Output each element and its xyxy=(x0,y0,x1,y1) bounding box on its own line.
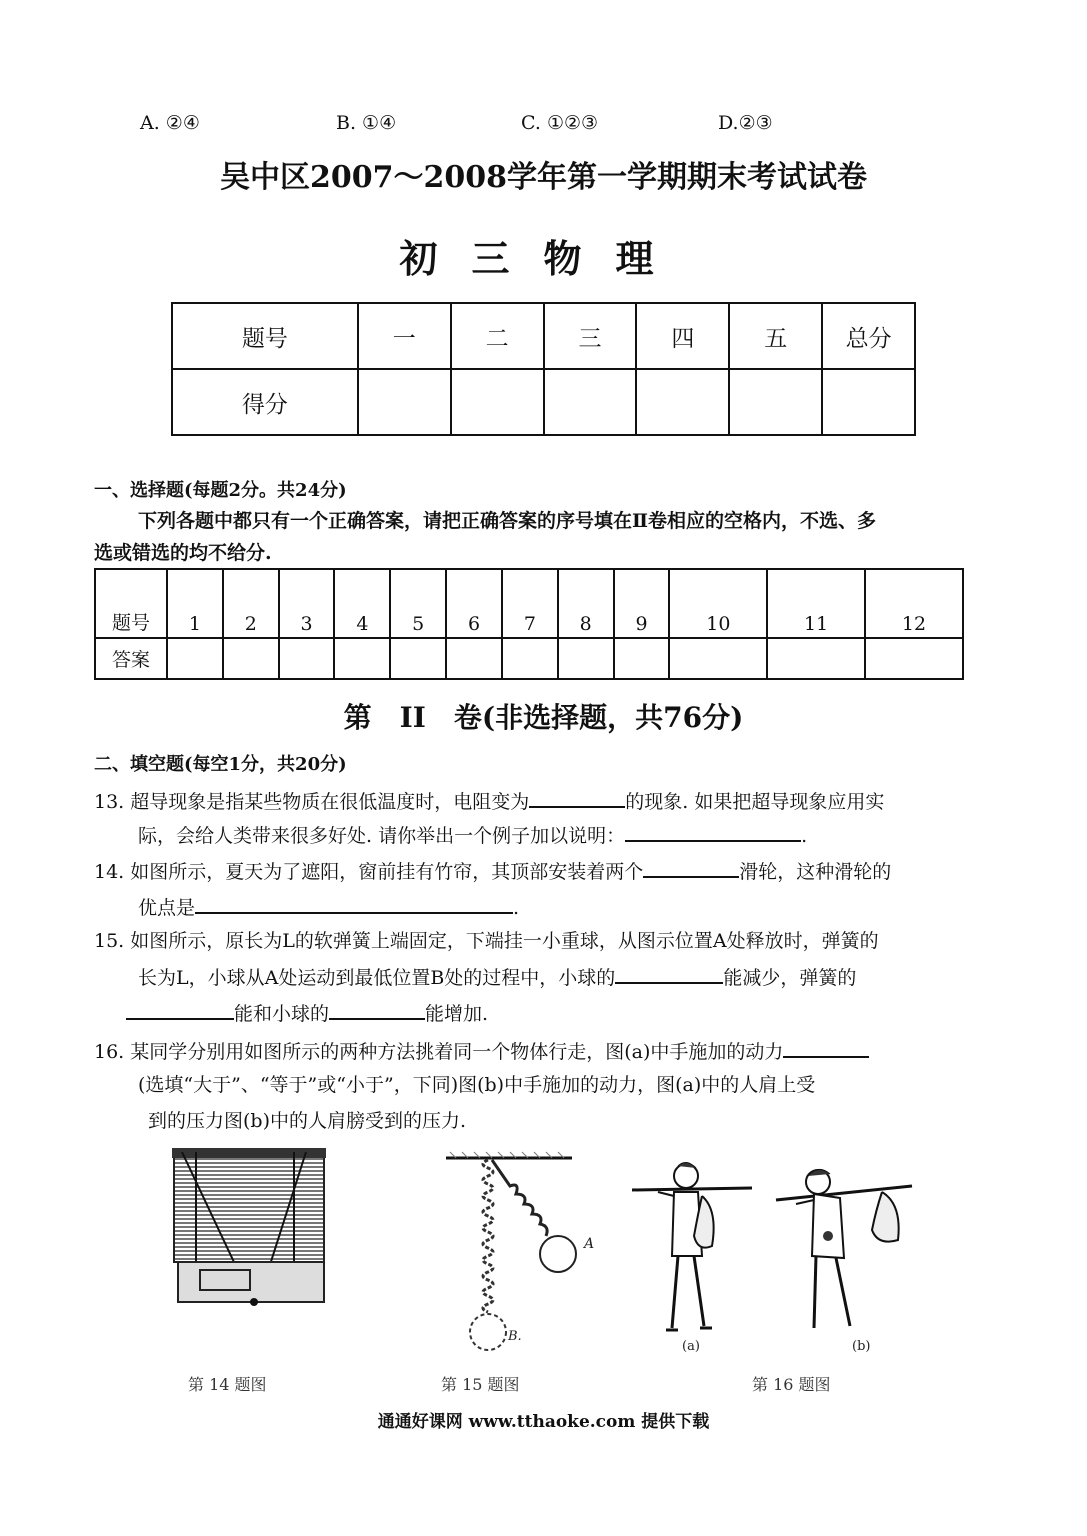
question-number: 9 xyxy=(614,569,670,638)
exam-title: 吴中区2007～2008学年第一学期期末考试试卷 xyxy=(220,160,867,195)
answer-row-label: 答案 xyxy=(95,638,167,679)
figure-16-caption: 第 16 题图 xyxy=(752,1375,831,1394)
q15-blank-1[interactable] xyxy=(615,960,723,984)
score-cell[interactable] xyxy=(822,369,915,435)
question-16-line2: (选填“大于”、“等于”或“小于”，下同)图(b)中手施加的动力，图(a)中的人肩上受 xyxy=(138,1074,816,1096)
question-16-line1 xyxy=(94,1034,994,1069)
answer-cell[interactable] xyxy=(865,638,963,679)
score-row-label: 得分 xyxy=(172,369,358,435)
q13-text: 13. 超导现象是指某些物质在很低温度时，电阻变为 xyxy=(94,791,530,813)
score-header: 一 xyxy=(358,303,451,369)
figure-16a-person xyxy=(628,1156,758,1356)
q14-text: 14. 如图所示，夏天为了遮阳，窗前挂有竹帘，其顶部安装着两个 xyxy=(94,861,644,883)
score-header: 五 xyxy=(729,303,822,369)
question-number: 2 xyxy=(223,569,279,638)
option-d: D.②③ xyxy=(718,112,773,134)
question-number: 11 xyxy=(767,569,865,638)
figure-15-caption: 第 15 题图 xyxy=(441,1375,520,1394)
question-14-line2 xyxy=(138,890,1038,925)
answer-table xyxy=(94,568,964,680)
question-14-line1 xyxy=(94,854,994,889)
question-number: 5 xyxy=(390,569,446,638)
q13-text: 际，会给人类带来很多好处. 请你举出一个例子加以说明： xyxy=(138,825,626,847)
label-b: B. xyxy=(508,1329,522,1344)
answer-cell[interactable] xyxy=(502,638,558,679)
answer-cell[interactable] xyxy=(767,638,865,679)
answer-row-label: 题号 xyxy=(95,569,167,638)
label-fig-a: (a) xyxy=(682,1339,700,1354)
label-fig-b: (b) xyxy=(852,1339,871,1354)
question-number: 7 xyxy=(502,569,558,638)
q14-blank-1[interactable] xyxy=(643,854,739,878)
question-15-line2 xyxy=(138,960,1038,995)
figure-14-curtain xyxy=(170,1146,330,1316)
answer-cell[interactable] xyxy=(279,638,335,679)
question-13-line2 xyxy=(138,818,1038,853)
answer-cell[interactable] xyxy=(558,638,614,679)
answer-cell[interactable] xyxy=(446,638,502,679)
answer-cell[interactable] xyxy=(390,638,446,679)
q15-text: 能减少，弹簧的 xyxy=(723,967,857,989)
question-number: 8 xyxy=(558,569,614,638)
question-number: 1 xyxy=(167,569,223,638)
option-a: A. ②④ xyxy=(140,112,200,134)
option-c: C. ①②③ xyxy=(521,112,599,134)
score-cell[interactable] xyxy=(544,369,637,435)
q15-text: 能增加. xyxy=(425,1003,489,1025)
section1-heading: 一、选择题(每题2分。共24分) xyxy=(94,480,347,501)
q14-text: 滑轮，这种滑轮的 xyxy=(739,861,892,883)
answer-cell[interactable] xyxy=(614,638,670,679)
score-cell[interactable] xyxy=(636,369,729,435)
q14-text: 优点是 xyxy=(138,897,196,919)
option-b: B. ①④ xyxy=(336,112,397,134)
q15-text: 长为L，小球从A处运动到最低位置B处的过程中，小球的 xyxy=(138,967,616,989)
q13-blank-1[interactable] xyxy=(529,784,625,808)
score-cell[interactable] xyxy=(729,369,822,435)
answer-cell[interactable] xyxy=(223,638,279,679)
q14-blank-2[interactable] xyxy=(195,890,513,914)
figure-14-caption: 第 14 题图 xyxy=(188,1375,267,1394)
score-cell[interactable] xyxy=(358,369,451,435)
footer-credit: 通通好课网 www.tthaoke.com 提供下载 xyxy=(377,1412,710,1432)
question-13-line1 xyxy=(94,784,994,819)
question-15-line3 xyxy=(126,996,1026,1031)
q15-blank-3[interactable] xyxy=(329,996,425,1020)
q16-blank-1[interactable] xyxy=(783,1034,869,1058)
q14-text: . xyxy=(513,897,520,919)
q13-blank-2[interactable] xyxy=(625,818,801,842)
answer-cell[interactable] xyxy=(334,638,390,679)
score-table xyxy=(171,302,916,436)
q15-blank-2[interactable] xyxy=(126,996,234,1020)
answer-cell[interactable] xyxy=(669,638,767,679)
section1-instruction-line2: 选或错选的均不给分. xyxy=(94,542,272,564)
figure-15-spring xyxy=(440,1150,610,1360)
q13-text: 的现象. 如果把超导现象应用实 xyxy=(625,791,885,813)
section1-instruction-line1: 下列各题中都只有一个正确答案，请把正确答案的序号填在Ⅱ卷相应的空格内，不选、多 xyxy=(138,510,877,532)
q16-text: 16. 某同学分别用如图所示的两种方法挑着同一个物体行走，图(a)中手施加的动力 xyxy=(94,1041,784,1063)
section2-heading: 二、填空题(每空1分，共20分) xyxy=(94,754,347,775)
question-15-line1: 15. 如图所示，原长为L的软弹簧上端固定，下端挂一小重球，从图示位置A处释放时，弹簧的 xyxy=(94,930,879,952)
score-header: 题号 xyxy=(172,303,358,369)
score-cell[interactable] xyxy=(451,369,544,435)
score-header: 三 xyxy=(544,303,637,369)
q13-text: . xyxy=(801,825,808,847)
volume2-title: 第 II 卷(非选择题，共76分) xyxy=(343,701,744,734)
question-16-line3: 到的压力图(b)中的人肩膀受到的压力. xyxy=(148,1110,467,1132)
score-header: 总分 xyxy=(822,303,915,369)
question-number: 12 xyxy=(865,569,963,638)
question-number: 10 xyxy=(669,569,767,638)
score-header: 四 xyxy=(636,303,729,369)
question-number: 6 xyxy=(446,569,502,638)
label-a: A xyxy=(584,1236,595,1252)
answer-cell[interactable] xyxy=(167,638,223,679)
question-number: 3 xyxy=(279,569,335,638)
question-number: 4 xyxy=(334,569,390,638)
figure-16b-person xyxy=(772,1160,922,1356)
q15-text: 能和小球的 xyxy=(234,1003,330,1025)
subject-title: 初三物理 xyxy=(399,236,688,281)
score-header: 二 xyxy=(451,303,544,369)
